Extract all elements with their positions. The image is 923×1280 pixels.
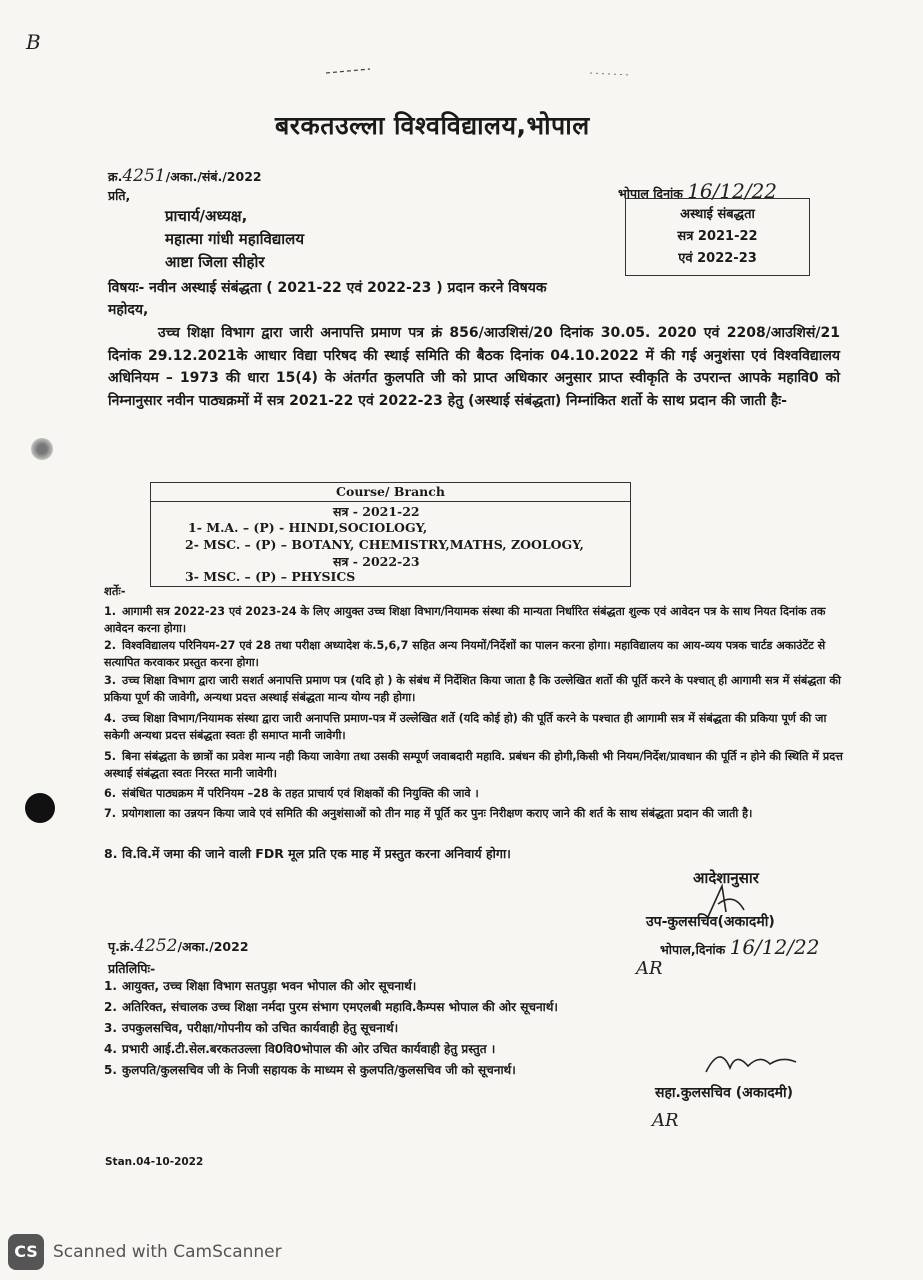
corner-mark: B (26, 30, 41, 54)
endorsement-date-handwritten: 16/12/22 (729, 935, 820, 959)
condition-item: 4. उच्च शिक्षा विभाग/नियामक संस्था द्वारा जारी अनापत्ति प्रमाण-पत्र में उल्लेखित शर्ते (यदि कोई हो) की पूर्ति करने के पश्चात ही आगामी सत्र में संबंद्धता की प्रकिया पूर्ण की जा सकेगी अन्यथा प्रदत्त संबंद्धता स्वतः ही समाप्त मानी जावेगी। (104, 712, 827, 742)
copy-item: 4. प्रभारी आई.टी.सेल.बरकतउल्ला वि0वि0भोपाल की ओर उचित कार्यवाही हेतु प्रस्तुत । (104, 1042, 496, 1056)
condition-item: 5. बिना संबंद्धता के छात्रों का प्रवेश मान्य नही किया जावेगा तथा उसकी सम्पूर्ण जवाबदारी महावि. प्रबंधन की होगी,किसी भी नियम/निर्देश/प्रावधान की पूर्ति न होने की स्थिति में प्रदत्त अस्थाई संबंद्धता स्वतः निरस्त मानी जावेगी। (104, 750, 843, 780)
ref-number-handwritten: 4251 (122, 166, 166, 186)
date-handwritten: 16/12/22 (687, 179, 778, 203)
punch-hole (31, 438, 53, 460)
addressee: प्राचार्य/अध्यक्ष, महात्मा गांधी महाविद्यालय आष्टा जिला सीहोर (165, 207, 305, 271)
to-label: प्रति, (108, 188, 131, 203)
scan-marks (320, 55, 640, 85)
session-1: सत्र - 2021-22 (333, 504, 420, 519)
condition-item: 3. उच्च शिक्षा विभाग द्वारा जारी सशर्त अनापत्ति प्रमाण पत्र (यदि हो ) के संबंध में निर्देशित किया जाता है कि उल्लेखित शर्तो की पूर्ति करने के पश्चात् ही आगामी सत्र में संबंद्धता की प्रकिया पूर्ण की जावेगी, अन्यथा प्रदत्त अस्थाई संबंद्धता मान्य योग्य नही होगा। (104, 674, 841, 704)
subject-line: विषयः- नवीन अस्थाई संबंद्धता ( 2021-22 एवं 2022-23 ) प्रदान करने विषयक (108, 280, 547, 296)
conditions-title: शर्तेः- (104, 584, 126, 598)
session-2: सत्र - 2022-23 (333, 554, 420, 569)
course-row-2: 2- MSC. – (P) – BOTANY, CHEMISTRY,MATHS, ZOOLOGY, (185, 537, 584, 552)
condition-item: 2. विश्वविद्यालय परिनियम-27 एवं 28 तथा परीक्षा अध्यादेश कं.5,6,7 सहित अन्य नियमों/निर्देशों का पालन करना होगा। महाविद्यालय का आय-व्यय पत्रक चार्टड अकाउंटेंट से सत्यापित करवाकर प्रस्तुत करना होगा। (104, 639, 826, 669)
affiliation-box: अस्थाई संबद्धता सत्र 2021-22 एवं 2022-23 (625, 198, 810, 276)
footer-code: Stan.04-10-2022 (105, 1156, 204, 1168)
copy-item: 1. आयुक्त, उच्च शिक्षा विभाग सतपुड़ा भवन भोपाल की ओर सूचनार्थ। (104, 979, 417, 993)
course-table-header: Course/ Branch (151, 483, 630, 502)
page-title: बरकतउल्ला विश्वविद्यालय,भोपाल (275, 111, 590, 140)
condition-item: 7. प्रयोगशाला का उन्नयन किया जावे एवं समिति की अनुशंसाओं को तीन माह में पूर्ति कर पुनः निरीक्षण कराए जाने की शर्त के साथ संबंद्धता प्रदान की जाती है। (104, 807, 753, 820)
condition-item: 8. वि.वि.में जमा की जाने वाली FDR मूल प्रति एक माह में प्रस्तुत करना अनिवार्य होगा। (104, 846, 511, 861)
condition-item: 6. संबंधित पाठ्यक्रम में परिनियम –28 के तहत प्राचार्य एवं शिक्षकों की नियुक्ति की जावे । (104, 787, 479, 800)
course-row-1: 1- M.A. – (P) - HINDI,SOCIOLOGY, (188, 520, 428, 535)
punch-hole (25, 793, 55, 823)
endorsement-ref: पृ.क्रं.4252/अका./2022 (108, 936, 249, 956)
copy-item: 5. कुलपति/कुलसचिव जी के निजी सहायक के माध्यम से कुलपति/कुलसचिव जी को सूचनार्थ। (104, 1063, 516, 1077)
ref-date: भोपाल दिनांक 16/12/22 (618, 179, 778, 203)
order-label: आदेशानुसार (693, 869, 759, 887)
ref-number: क्र.4251/अका./संबं./2022 (108, 166, 262, 186)
course-table (150, 482, 631, 587)
camscanner-watermark: Scanned with CamScanner (53, 1242, 282, 1262)
course-row-3: 3- MSC. – (P) – PHYSICS (185, 569, 356, 584)
copy-item: 2. अतिरिक्त, संचालक उच्च शिक्षा नर्मदा पुरम संभाग एमएलबी महावि.कैम्पस भोपाल की ओर सूचनार्थ। (104, 1000, 558, 1014)
body-paragraph: उच्च शिक्षा विभाग द्वारा जारी अनापत्ति प्रमाण पत्र क्रं 856/आउशिसं/20 दिनांक 30.05. 2020 एवं 2208/आउशिसं/21 दिनांक 29.12.2021के आधार विद्या परिषद की स्थाई समिति की बैठक दिनांक 04.10.2022 में की गई अनुशंसा एवं विश्वविद्यालय अधिनियम – 1973 की धारा 15(4) के अंतर्गत कुलपति जी को प्राप्त अधिकार अनुसार प्राप्त स्वीकृति के उपरान्त आपके महावि0 को निम्नानुसार नवीन पाठ्यक्रमों में सत्र 2021-22 एवं 2022-23 हेतु (अस्थाई संबंद्धता) निम्नांकित शर्तो के साथ प्रदान की जाती हैः- (108, 325, 840, 409)
copy-item: 3. उपकुलसचिव, परीक्षा/गोपनीय को उचित कार्यवाही हेतु सूचनार्थ। (104, 1021, 399, 1035)
endorsement-date: भोपाल,दिनांक 16/12/22 (660, 935, 820, 959)
camscanner-logo: CS (8, 1234, 44, 1270)
initials-2: AR (652, 1110, 679, 1131)
signature-designation-1: उप-कुलसचिव(अकादमी) (646, 914, 775, 930)
condition-item: 1. आगामी सत्र 2022-23 एवं 2023-24 के लिए आयुक्त उच्च शिक्षा विभाग/नियामक संस्था की मान्यता निर्धारित संबंद्धता शुल्क एवं आवेदन पत्र के साथ नियत दिनांक तक आवेदन करना होगा। (104, 605, 826, 635)
endorsement-ref-handwritten: 4252 (134, 936, 178, 956)
signature-designation-2: सहा.कुलसचिव (अकादमी) (655, 1085, 794, 1101)
copy-label: प्रतिलिपिः- (108, 961, 156, 976)
signature-scribble-2 (700, 1042, 810, 1082)
salutation: महोदय, (108, 302, 149, 318)
initials-1: AR (636, 958, 663, 979)
